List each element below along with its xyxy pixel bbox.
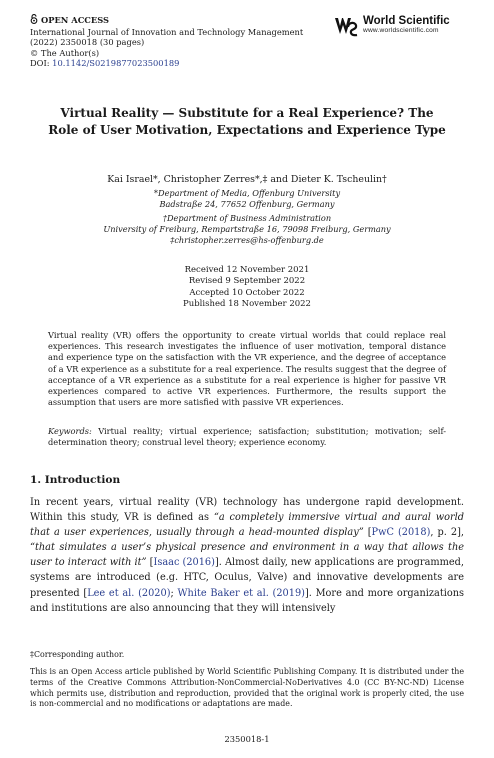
open-access-label: OPEN ACCESS [41, 15, 110, 25]
citation-isaac[interactable]: Isaac (2016) [153, 557, 215, 569]
author-list: Kai Israel*, Christopher Zerres*,‡ and Dieter K. Tscheulin† [107, 174, 387, 185]
journal-name: International Journal of Innovation and Technology Management [30, 26, 304, 37]
title-line-2: Role of User Motivation, Expectations and Experience Type [48, 123, 446, 137]
affiliation-1 [30, 188, 464, 210]
article-header [30, 14, 303, 69]
section-heading: 1. Introduction [30, 474, 121, 486]
affiliation-2-dept: †Department of Business Administration [162, 213, 332, 223]
date-received: Received 12 November 2021 [184, 265, 310, 275]
open-access-lock-icon [30, 14, 38, 27]
affiliation-2-address: University of Freiburg, Rempartstraße 16, 79098 Freiburg, Germany [103, 224, 391, 234]
date-accepted: Accepted 10 October 2022 [189, 287, 305, 298]
introduction-paragraph: In recent years, virtual reality (VR) technology has undergone rapid development. Within this study, VR is defined as “a completely immersive virtual and aural world that a user experiences, usually through a head-mounted display” [PwC (2018), p. 2], “that simulates a user’s physical presence and environment in a way that allows the user to interact with it” [Isaac (2016)]. Almost daily, new applications are programmed, systems are introduced (e.g. HTC, Oculus, Valve) and innovative developments are presented [Lee et al. (2020); White Baker et al. (2019)]. More and more organizations and institutions are also announcing that they will intensively [30, 497, 465, 614]
world-scientific-logo-icon [334, 15, 358, 37]
citation-pwc[interactable]: PwC (2018) [371, 527, 431, 539]
volume-info: (2022) 2350018 (30 pages) [30, 37, 145, 47]
citation-white-baker[interactable]: White Baker et al. (2019) [177, 587, 305, 599]
title-line-1: Virtual Reality — Substitute for a Real Experience? The [60, 106, 434, 120]
publisher-name: World Scientific [363, 15, 450, 27]
corresponding-email[interactable]: ‡christopher.zerres@hs-offenburg.de [170, 235, 324, 245]
intro-text-4: ; [170, 587, 178, 599]
affiliation-1-address: Badstraße 24, 77652 Offenburg, Germany [159, 199, 335, 209]
publication-dates [30, 265, 464, 310]
publisher-url: www.worldscientific.com [363, 27, 439, 34]
abstract: Virtual reality (VR) offers the opportunity to create virtual worlds that could replace real experiences. This research investigates the influence of user motivation, temporal distance and experience type on the satisfaction with the VR experience, and the degree of acceptance of a VR experience as a substitute for a real experience. The results suggest that the degree of acceptance of a VR experience as a substitute for a real experience is higher for passive VR experiences compared to active VR experiences. Furthermore, the results support the assumption that users are more satisfied with passive VR experiences. [48, 330, 446, 408]
affiliation-2 [30, 213, 464, 246]
license-notice: This is an Open Access article published by World Scientific Publishing Company. It is distributed under the terms of the Creative Commons Attribution-NonCommercial-NoDerivatives 4.0 (CC BY-NC-ND) License which permits use, distribution and reproduction, provided that the original work is properly cited, the use is non-commercial and no modifications or adaptations are made. [30, 667, 464, 709]
intro-text-2: , p. 2], [430, 527, 464, 539]
doi-label: DOI: [30, 58, 50, 68]
keywords-list: Virtual reality; virtual experience; satisfaction; substitution; motivation; self-determination theory; construal level theory; experience economy. [48, 426, 446, 448]
keywords-label: Keywords: [48, 426, 92, 436]
intro-text-3: ]. Almost daily, new applications are programmed, systems are introduced (e.g. HTC, Oculus, Valve) and innovative developments are presented [ [30, 557, 464, 599]
keywords [48, 426, 446, 448]
doi-line [30, 58, 303, 69]
copyright-line: © The Author(s) [30, 47, 100, 58]
open-access-line [30, 14, 303, 27]
date-published: Published 18 November 2022 [183, 298, 311, 309]
date-revised: Revised 9 September 2022 [188, 276, 306, 287]
publisher-logo[interactable] [334, 15, 450, 37]
affiliation-1-dept: *Department of Media, Offenburg University [153, 188, 341, 198]
corresponding-author-footnote: ‡Corresponding author. [30, 650, 125, 659]
intro-quote-1: “a completely immersive virtual and aural world that a user experiences, usually through a head-mounted display” [30, 512, 464, 539]
intro-text-5: ]. More and more organizations and institutions are also announcing that they will intensively [30, 587, 465, 614]
page-number: 2350018-1 [224, 734, 270, 744]
doi-link[interactable]: 10.1142/S0219877023500189 [52, 58, 180, 68]
intro-quote-2: “that simulates a user’s physical presence and environment in a way that allows the user to interact with it” [30, 542, 464, 569]
intro-text-1: In recent years, virtual reality (VR) technology has undergone rapid development. Within this study, VR is defined as [30, 497, 464, 524]
citation-lee[interactable]: Lee et al. (2020) [87, 587, 171, 599]
article-title [30, 105, 464, 139]
